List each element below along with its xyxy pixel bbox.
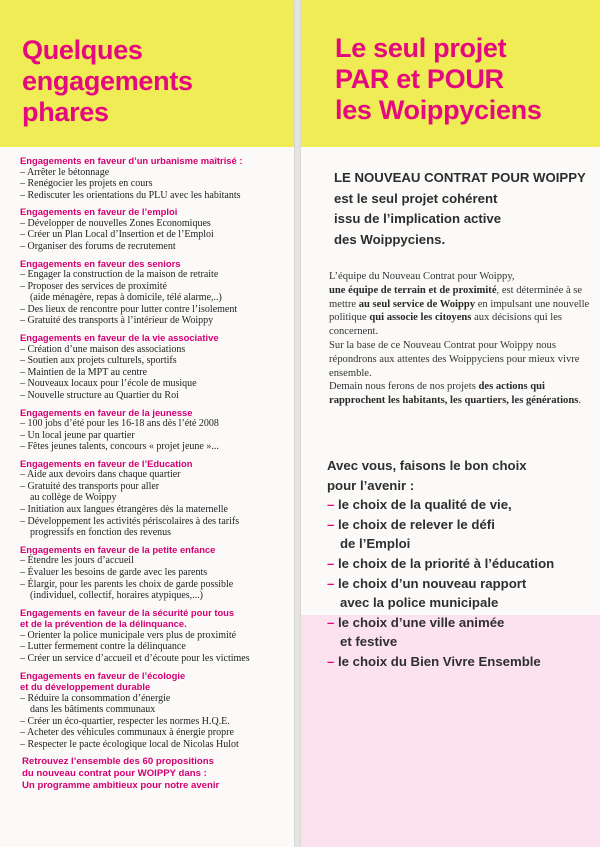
- section-items: [20, 344, 290, 402]
- choice-item: [327, 495, 597, 515]
- para-b1: une équipe de terrain et de proximité: [329, 284, 497, 296]
- list-item: – Créer un Plan Local d’Insertion et de l’Emploi: [20, 229, 290, 241]
- list-item: – Évaluer les besoins de garde avec les parents: [20, 567, 290, 579]
- engagements-list: [20, 155, 290, 792]
- list-item: – Des lieux de rencontre pour lutter contre l’isolement: [20, 304, 290, 316]
- para-b2: au seul service de Woippy: [358, 298, 476, 310]
- list-item: – Fêtes jeunes talents, concours « projet jeune »...: [20, 441, 290, 453]
- choice-text: le choix d’un nouveau rapport avec la police municipale: [338, 575, 527, 611]
- section-items: [20, 469, 290, 539]
- engagement-section: [20, 407, 290, 453]
- choice-item: [327, 652, 597, 672]
- section-items: [20, 418, 290, 453]
- engagement-section: [20, 607, 290, 665]
- list-item: – Réduire la consommation d’énergie dans les bâtiments communaux: [20, 693, 290, 716]
- list-item: – Nouveaux locaux pour l’école de musique: [20, 378, 290, 390]
- footer-line-2: Un programme ambitieux pour notre avenir: [22, 780, 220, 792]
- list-item: – Acheter des véhicules communaux à énergie propre: [20, 727, 290, 739]
- list-item: – Élargir, pour les parents les choix de garde possible (individuel, collectif, horaires atypiques,...): [20, 579, 290, 602]
- para-t4: aux décisions qui les concernent.: [329, 312, 563, 338]
- list-item: – Proposer des services de proximité (aide ménagère, repas à domicile, télé alarme,..): [20, 281, 290, 304]
- list-item: – Engager la construction de la maison de retraite: [20, 269, 290, 281]
- section-items: [20, 269, 290, 327]
- section-items: [20, 218, 290, 253]
- list-item: – Respecter le pacte écologique local de Nicolas Hulot: [20, 739, 290, 751]
- section-items: [20, 555, 290, 601]
- list-item: – 100 jobs d’été pour les 16-18 ans dès l’été 2008: [20, 418, 290, 430]
- list-item: – Créer un éco-quartier, respecter les normes H.Q.E.: [20, 716, 290, 728]
- section-items: [20, 167, 290, 202]
- list-item: – Gratuité des transports à l’intérieur de Woippy: [20, 315, 290, 327]
- para-t2: , est déterminée à se mettre: [329, 284, 583, 310]
- list-item: – Soutien aux projets culturels, sportifs: [20, 355, 290, 367]
- engagement-section: [20, 258, 290, 327]
- left-title-band: [0, 0, 294, 147]
- engagement-section: [20, 544, 290, 602]
- para-b3: qui associe les citoyens: [369, 312, 472, 324]
- list-item: – Création d’une maison des associations: [20, 344, 290, 356]
- list-item: – Arrêter le bétonnage: [20, 167, 290, 179]
- para-t3: en impulsant une nouvelle politique: [329, 298, 590, 324]
- list-item: – Un local jeune par quartier: [20, 430, 290, 442]
- section-heading: Engagements en faveur de la vie associative: [20, 332, 219, 344]
- engagement-section: [20, 670, 290, 751]
- section-heading: Engagements en faveur de l’écologie et du développement durable: [20, 669, 186, 692]
- para-t6: Demain nous ferons de nos projets: [329, 381, 479, 393]
- choice-item: [327, 613, 597, 652]
- list-item: – Orienter la police municipale vers plus de proximité: [20, 630, 290, 642]
- lead-statement: [334, 168, 586, 250]
- intro-paragraph: [329, 270, 591, 408]
- section-heading: Engagements en faveur de la sécurité pour tous et de la prévention de la délinquance.: [20, 606, 235, 630]
- list-item: – Maintien de la MPT au centre: [20, 367, 290, 379]
- section-heading: Engagements en faveur des seniors: [20, 257, 181, 269]
- lead-line-2: est le seul projet cohérent issu de l’implication active des Woippyciens.: [334, 190, 502, 247]
- footer-note: [20, 756, 290, 792]
- list-item: – Renégocier les projets en cours: [20, 178, 290, 190]
- section-heading: Engagements en faveur de l’Education: [20, 457, 193, 469]
- section-heading: Engagements en faveur de la jeunesse: [20, 406, 193, 418]
- engagement-section: [20, 458, 290, 539]
- list-item: – Initiation aux langues étrangères dès la maternelle: [20, 504, 290, 516]
- right-title-band: [301, 0, 600, 147]
- footer-line-1: Retrouvez l’ensemble des 60 propositions du nouveau contrat pour WOIPPY dans :: [22, 756, 214, 780]
- dash-icon: –: [327, 555, 338, 571]
- choice-item: [327, 515, 597, 554]
- list-item: – Lutter fermement contre la délinquance: [20, 641, 290, 653]
- dash-icon: –: [327, 497, 338, 513]
- choices-list: [327, 495, 597, 671]
- page-fold: [294, 0, 301, 847]
- section-items: [20, 693, 290, 751]
- list-item: – Développer de nouvelles Zones Economiques: [20, 218, 290, 230]
- list-item: – Aide aux devoirs dans chaque quartier: [20, 469, 290, 481]
- para-t7: .: [578, 395, 581, 407]
- section-heading: Engagements en faveur de l’emploi: [20, 206, 178, 218]
- dash-icon: –: [327, 516, 338, 532]
- list-item: – Gratuité des transports pour aller au collège de Woippy: [20, 481, 290, 504]
- list-item: – Organiser des forums de recrutement: [20, 241, 290, 253]
- choices-block: [327, 456, 597, 672]
- list-item: – Rediscuter les orientations du PLU avec les habitants: [20, 190, 290, 202]
- para-b4: des actions qui rapprochent les habitants, les quartiers, les générations: [329, 381, 579, 407]
- list-item: – Développement les activités périscolaires à des tarifs progressifs en fonction des revenus: [20, 516, 290, 539]
- list-item: – Étendre les jours d’accueil: [20, 555, 290, 567]
- list-item: – Créer un service d’accueil et d’écoute pour les victimes: [20, 653, 290, 665]
- section-items: [20, 630, 290, 665]
- dash-icon: –: [327, 575, 338, 591]
- choice-text: le choix de la qualité de vie,: [338, 497, 512, 513]
- choice-item: [327, 554, 597, 574]
- right-title: Le seul projet PAR et POUR les Woippyciens: [335, 33, 542, 125]
- section-heading: Engagements en faveur d’un urbanisme maîtrisé :: [20, 155, 243, 166]
- engagement-section: [20, 155, 290, 201]
- dash-icon: –: [327, 614, 338, 630]
- lead-line-1: LE NOUVEAU CONTRAT POUR WOIPPY: [334, 170, 586, 185]
- para-t5: Sur la base de ce Nouveau Contrat pour Woippy nous répondrons aux attentes des Woippyciens pour mieux vivre ensemble.: [329, 339, 580, 379]
- para-t1: L’équipe du Nouveau Contrat pour Woippy,: [329, 271, 515, 282]
- engagement-section: [20, 332, 290, 401]
- choice-item: [327, 574, 597, 613]
- list-item: – Nouvelle structure au Quartier du Roi: [20, 390, 290, 402]
- left-panel: [0, 0, 294, 847]
- engagement-section: [20, 206, 290, 252]
- choice-text: le choix du Bien Vivre Ensemble: [338, 653, 541, 669]
- section-heading: Engagements en faveur de la petite enfance: [20, 543, 216, 555]
- left-title: Quelques engagements phares: [22, 35, 193, 127]
- choice-text: le choix de relever le défi de l’Emploi: [338, 516, 495, 552]
- choice-text: le choix de la priorité à l’éducation: [338, 555, 555, 571]
- dash-icon: –: [327, 653, 338, 669]
- choice-text: le choix d’une ville animée et festive: [338, 614, 505, 650]
- choices-intro: Avec vous, faisons le bon choix pour l’avenir :: [327, 458, 527, 493]
